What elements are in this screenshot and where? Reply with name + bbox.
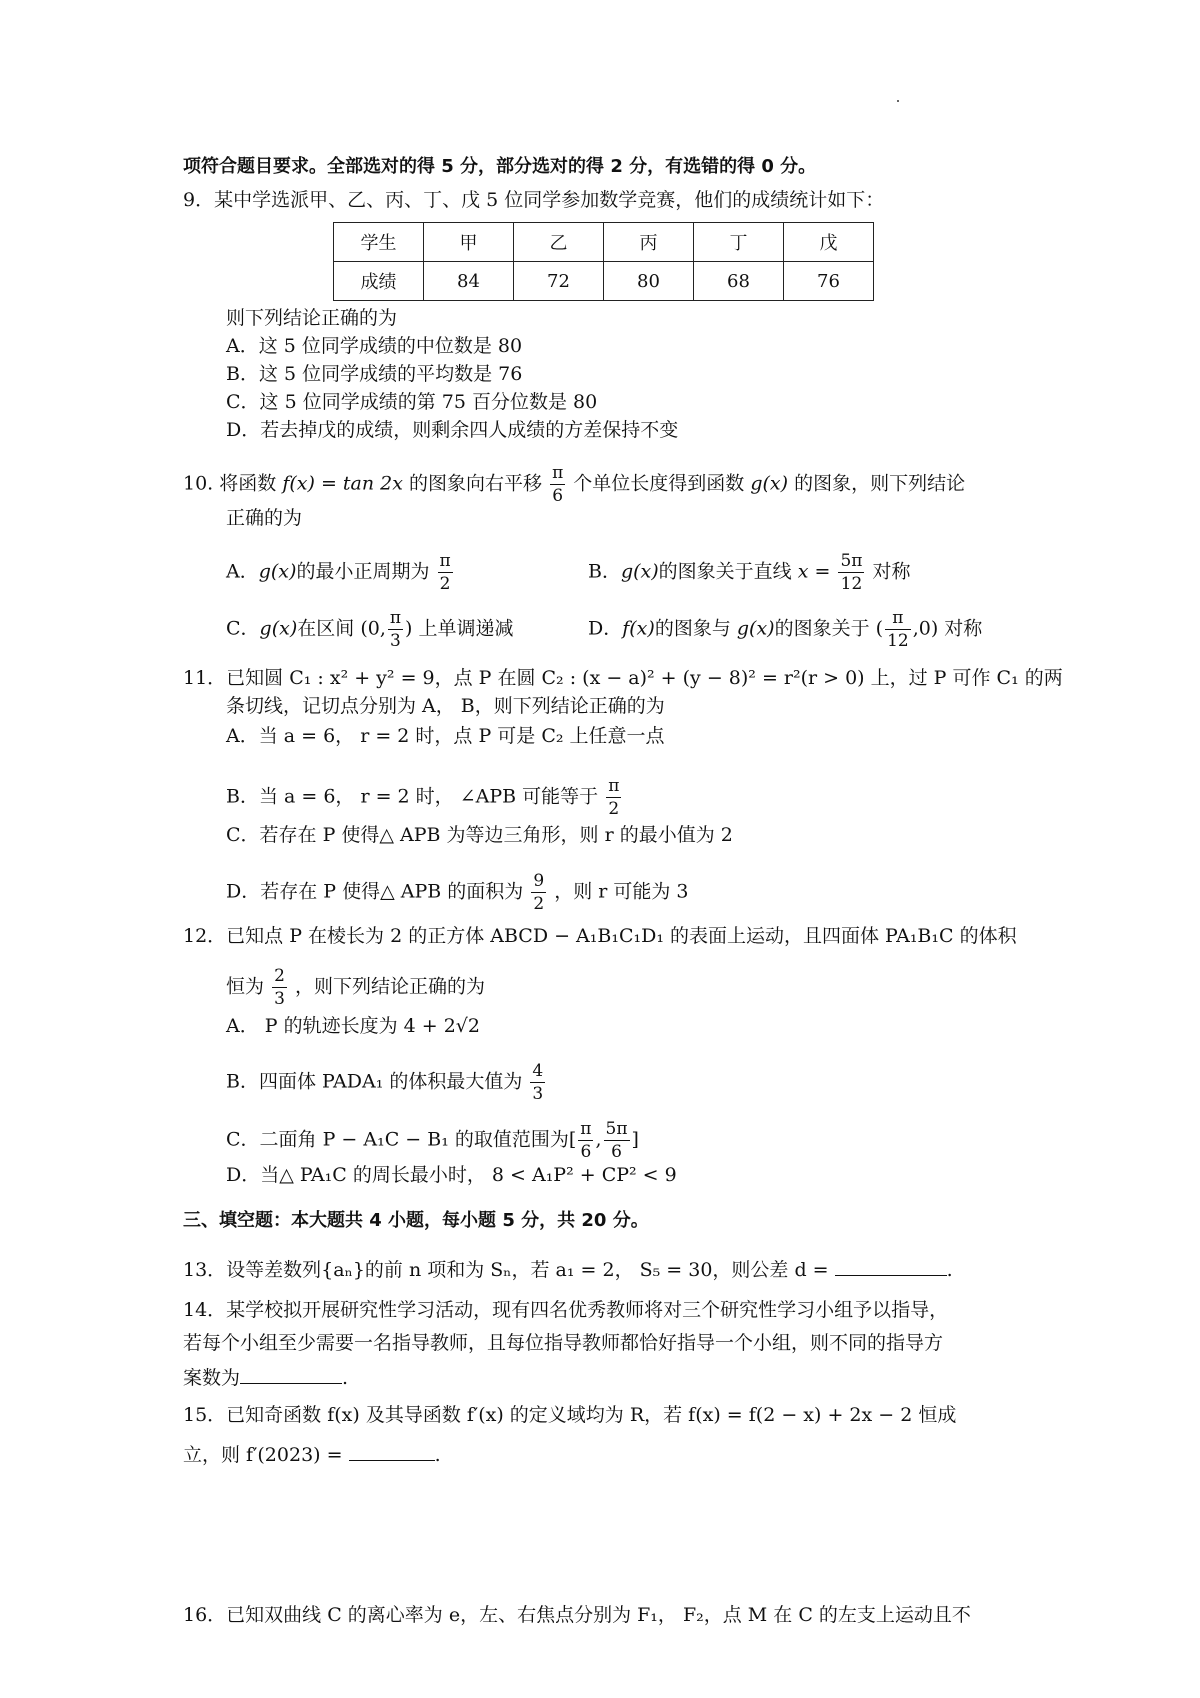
table-cell: 丙 (604, 223, 694, 262)
fraction-5pi-over-12: $\frac{5\pi}{12}$ (840, 551, 863, 594)
instruction-line: 项符合题目要求。全部选对的得 5 分，部分选对的得 2 分，有选错的得 0 分。 (183, 156, 817, 177)
table-cell: 成绩 (334, 262, 424, 301)
fraction-pi-over-12: $\frac{\pi}{12}$ (887, 608, 909, 651)
fraction-pi-over-2: $\frac{\pi}{2}$ (439, 551, 451, 594)
table-row (334, 223, 874, 262)
answer-blank[interactable] (835, 1255, 947, 1276)
q10-option-c: C．g(x)在区间 (0, $\frac{\pi}{3}$ ) 上单调递减 (226, 608, 514, 651)
q10-line1: 10. 将函数 f(x) = tan 2x 的图象向右平移 $\frac{\pi}{6}$ 个单位长度得到函数 g(x) 的图象，则下列结论 (183, 463, 966, 506)
q12-line1: 12．已知点 P 在棱长为 2 的正方体 ABCD − A₁B₁C₁D₁ 的表面上运动，且四面体 PA₁B₁C 的体积 (183, 925, 1017, 947)
table-cell: 学生 (334, 223, 424, 262)
q11-option-b: B．当 a = 6， r = 2 时， ∠APB 可能等于 $\frac{\pi}{2}$ (226, 776, 620, 819)
q10-option-d: D．f(x)的图象与 g(x)的图象关于 ( $\frac{\pi}{12}$ ,0) 对称 (588, 608, 983, 651)
q12-option-c: C．二面角 P − A₁C − B₁ 的取值范围为[ $\frac{\pi}{6}$ , $\frac{5\pi}{6}$ ] (226, 1119, 639, 1162)
q11-line2: 条切线，记切点分别为 A， B，则下列结论正确的为 (226, 695, 665, 717)
score-table (333, 222, 874, 301)
table-cell: 84 (424, 262, 514, 301)
q10-option-b: B．g(x)的图象关于直线 x = $\frac{5\pi}{12}$ 对称 (588, 551, 911, 594)
table-cell: 甲 (424, 223, 514, 262)
table-cell: 76 (784, 262, 874, 301)
q16-line1: 16．已知双曲线 C 的离心率为 e，左、右焦点分别为 F₁， F₂，点 M 在 C 的左支上运动且不 (183, 1604, 971, 1626)
scan-speck (897, 100, 899, 102)
table-cell: 乙 (514, 223, 604, 262)
table-cell: 丁 (694, 223, 784, 262)
q14-line2: 若每个小组至少需要一名指导教师，且每位指导教师都恰好指导一个小组，则不同的指导方 (183, 1332, 944, 1354)
q15-line2: 立，则 f′(2023) = . (183, 1440, 441, 1468)
q13-line: 13．设等差数列{aₙ}的前 n 项和为 Sₙ，若 a₁ = 2， S₅ = 30，则公差 d = . (183, 1255, 953, 1283)
table-cell: 80 (604, 262, 694, 301)
table-row (334, 262, 874, 301)
q9-option-c: C．这 5 位同学成绩的第 75 百分位数是 80 (226, 391, 598, 413)
fraction-pi-over-2: $\frac{\pi}{2}$ (608, 776, 620, 819)
q9-stem: 9．某中学选派甲、乙、丙、丁、戊 5 位同学参加数学竞赛，他们的成绩统计如下： (183, 189, 885, 211)
q12-option-d: D．当△ PA₁C 的周长最小时， 8 < A₁P² + CP² < 9 (226, 1164, 677, 1186)
q10-line2: 正确的为 (226, 507, 303, 529)
fraction-9-over-2: $\frac{9}{2}$ (533, 871, 545, 914)
fraction-pi-over-6: $\frac{\pi}{6}$ (580, 1119, 592, 1162)
q14-line3: 案数为 . (183, 1363, 348, 1391)
q11-option-c: C．若存在 P 使得△ APB 为等边三角形，则 r 的最小值为 2 (226, 824, 733, 846)
fraction-pi-over-3: $\frac{\pi}{3}$ (389, 608, 402, 651)
table-cell: 68 (694, 262, 784, 301)
q9-option-d: D．若去掉戊的成绩，则剩余四人成绩的方差保持不变 (226, 419, 679, 441)
table-cell: 72 (514, 262, 604, 301)
fraction-2-over-3: $\frac{2}{3}$ (274, 966, 285, 1009)
q11-option-d: D．若存在 P 使得△ APB 的面积为 $\frac{9}{2}$ ，则 r 可能为 3 (226, 871, 689, 914)
q9-option-a: A．这 5 位同学成绩的中位数是 80 (226, 335, 523, 357)
q12-option-b: B．四面体 PADA₁ 的体积最大值为 $\frac{4}{3}$ (226, 1061, 544, 1104)
fraction-pi-over-6: $\frac{\pi}{6}$ (552, 463, 564, 506)
q9-prompt: 则下列结论正确的为 (226, 307, 398, 329)
q9-option-b: B．这 5 位同学成绩的平均数是 76 (226, 363, 523, 385)
q12-option-a: A． P 的轨迹长度为 4 + 2√2 (226, 1015, 480, 1037)
q11-line1: 11．已知圆 C₁ : x² + y² = 9，点 P 在圆 C₂ : (x − a)² + (y − 8)² = r²(r > 0) 上，过 P 可作 C₁ 的两 (183, 667, 1063, 689)
fraction-4-over-3: $\frac{4}{3}$ (532, 1061, 544, 1104)
q12-line2: 恒为 $\frac{2}{3}$ ，则下列结论正确的为 (226, 966, 485, 1009)
q14-line1: 14．某学校拟开展研究性学习活动，现有四名优秀教师将对三个研究性学习小组予以指导， (183, 1299, 949, 1321)
q10-option-a: A．g(x)的最小正周期为 $\frac{\pi}{2}$ (226, 551, 451, 594)
answer-blank[interactable] (240, 1363, 342, 1384)
q15-line1: 15．已知奇函数 f(x) 及其导函数 f′(x) 的定义域均为 R，若 f(x) = f(2 − x) + 2x − 2 恒成 (183, 1404, 957, 1426)
section-heading: 三、填空题：本大题共 4 小题，每小题 5 分，共 20 分。 (183, 1210, 649, 1231)
fraction-5pi-over-6: $\frac{5\pi}{6}$ (605, 1119, 628, 1162)
answer-blank[interactable] (349, 1440, 435, 1461)
table-cell: 戊 (784, 223, 874, 262)
q11-option-a: A．当 a = 6， r = 2 时，点 P 可是 C₂ 上任意一点 (226, 725, 665, 747)
